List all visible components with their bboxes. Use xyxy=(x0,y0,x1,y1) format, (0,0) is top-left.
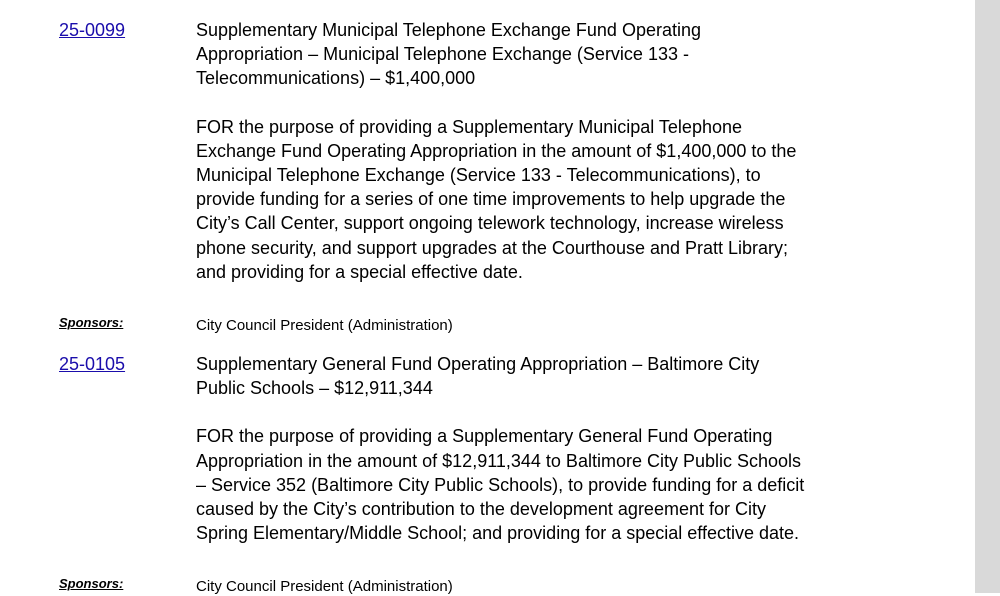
bill-number-link[interactable]: 25-0099 xyxy=(59,20,126,40)
scrollbar-track[interactable] xyxy=(975,0,1000,593)
sponsors-label: Sponsors: xyxy=(59,315,124,330)
bill-description: FOR the purpose of providing a Supplementary Municipal Telephone Exchange Fund Operating Appropriation in the amount of $1,400,000 to the Municipal Telephone Exchange (Service 133 - Telecommunications), to provide funding for a series of one time improvements to help upgrade the City’s Call Center, support ongoing telework technology, increase wireless phone security, and support upgrades at the Courthouse and Pratt Library; and providing for a special effective date. xyxy=(196,116,797,282)
bill-description: FOR the purpose of providing a Supplementary General Fund Operating Appropriation in the amount of $12,911,344 to Baltimore City Public Schools – Service 352 (Baltimore City Public Schools), to provide funding for a deficit caused by the City’s contribution to the development agreement for City Spring Elementary/Middle School; and providing for a special effective date. xyxy=(196,426,805,544)
bill-title: Supplementary General Fund Operating Appropriation – Baltimore City Public Schools – $12,911,344 xyxy=(196,354,760,399)
bill-number-link[interactable]: 25-0105 xyxy=(59,354,126,374)
bill-body xyxy=(196,352,806,545)
sponsors-label: Sponsors: xyxy=(59,576,124,591)
bill-body xyxy=(196,18,806,284)
sponsors-value: City Council President (Administration) xyxy=(196,317,453,334)
bill-title: Supplementary Municipal Telephone Exchange Fund Operating Appropriation – Municipal Telephone Exchange (Service 133 - Telecommunications) – $1,400,000 xyxy=(196,20,701,89)
sponsors-value: City Council President (Administration) xyxy=(196,578,453,595)
